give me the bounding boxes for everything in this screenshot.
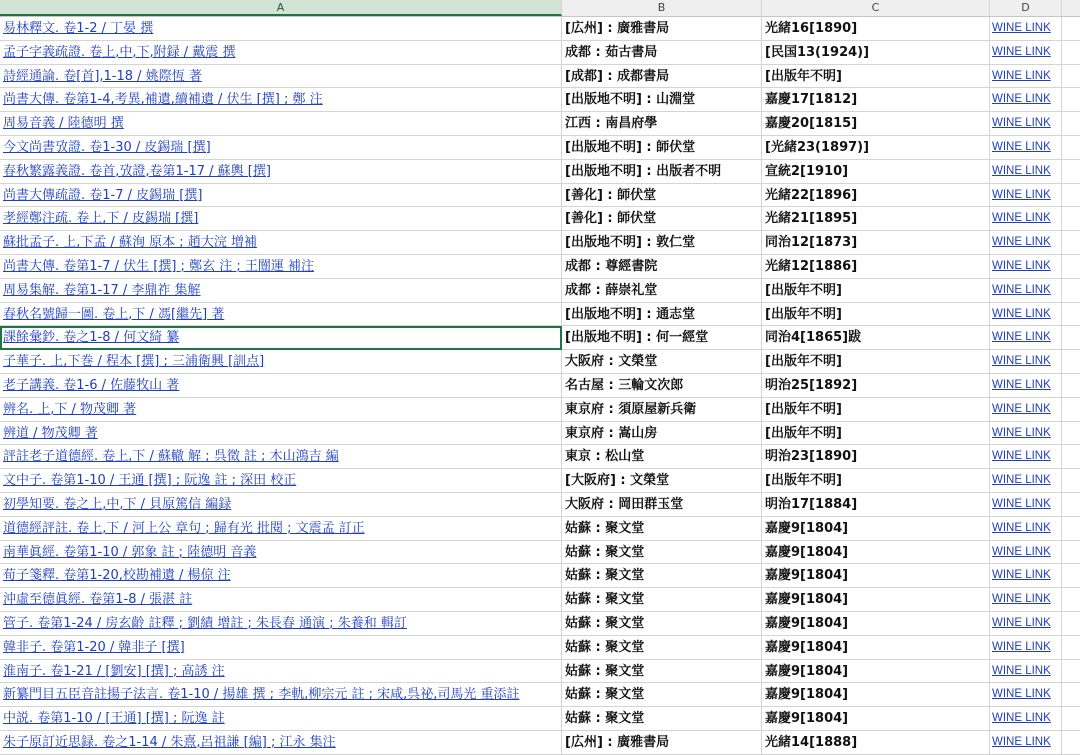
publisher-cell[interactable]: [善化] : 師伏堂 — [562, 184, 762, 208]
date-cell[interactable]: 嘉慶9[1804] — [762, 612, 990, 636]
title-link-cell[interactable]: 春秋名號歸一圖. 卷上,下 / 馮[繼先] 著 — [0, 303, 562, 327]
publisher-cell[interactable]: 成都 : 薛崇礼堂 — [562, 279, 762, 303]
title-link-cell[interactable]: 尚書大傳疏證. 卷1-7 / 皮錫瑞 [撰] — [0, 184, 562, 208]
wine-link-cell[interactable]: WINE LINK — [990, 564, 1062, 588]
table-row — [0, 374, 1080, 398]
title-link-cell[interactable]: 南華眞經. 卷第1-10 / 郭象 註 ; 陸德明 音義 — [0, 541, 562, 565]
cell-grid — [0, 17, 1080, 755]
empty-cell[interactable] — [1062, 469, 1080, 493]
publisher-cell[interactable]: [出版地不明] : 師伏堂 — [562, 136, 762, 160]
title-link-cell[interactable]: 周易音義 / 陸德明 撰 — [0, 112, 562, 136]
empty-cell[interactable] — [1062, 636, 1080, 660]
table-row — [0, 612, 1080, 636]
date-cell[interactable]: 光緒21[1895] — [762, 207, 990, 231]
wine-link-cell[interactable]: WINE LINK — [990, 65, 1062, 89]
title-link-cell[interactable]: 中説. 卷第1-10 / [王通] [撰] ; 阮逸 註 — [0, 707, 562, 731]
table-row — [0, 41, 1080, 65]
title-link-cell[interactable]: 周易集解. 卷第1-17 / 李鼎祚 集解 — [0, 279, 562, 303]
date-cell[interactable]: [出版年不明] — [762, 398, 990, 422]
table-row — [0, 445, 1080, 469]
title-link-cell[interactable]: 孟子字義疏證. 卷上,中,下,附録 / 戴震 撰 — [0, 41, 562, 65]
date-cell[interactable]: 嘉慶9[1804] — [762, 588, 990, 612]
wine-link-cell[interactable]: WINE LINK — [990, 88, 1062, 112]
table-row — [0, 184, 1080, 208]
table-row — [0, 88, 1080, 112]
title-link-cell[interactable]: 課餘彙鈔. 卷之1-8 / 何文綺 纂 — [0, 326, 562, 350]
wine-link-cell[interactable]: WINE LINK — [990, 612, 1062, 636]
table-row — [0, 65, 1080, 89]
table-row — [0, 541, 1080, 565]
wine-link-cell[interactable]: WINE LINK — [990, 493, 1062, 517]
empty-cell[interactable] — [1062, 231, 1080, 255]
wine-link-cell[interactable]: WINE LINK — [990, 731, 1062, 755]
publisher-cell[interactable]: 姑蘇 : 聚文堂 — [562, 636, 762, 660]
title-link-cell[interactable]: 沖虛至德眞經. 卷第1-8 / 張湛 註 — [0, 588, 562, 612]
table-row — [0, 517, 1080, 541]
publisher-cell[interactable]: [成都] : 成都書局 — [562, 65, 762, 89]
publisher-cell[interactable]: 姑蘇 : 聚文堂 — [562, 707, 762, 731]
title-link-cell[interactable]: 辨道 / 物茂卿 著 — [0, 422, 562, 446]
publisher-cell[interactable]: 大阪府 : 文榮堂 — [562, 350, 762, 374]
wine-link-cell[interactable]: WINE LINK — [990, 588, 1062, 612]
date-cell[interactable]: [出版年不明] — [762, 303, 990, 327]
publisher-cell[interactable]: [出版地不明] : 出版者不明 — [562, 160, 762, 184]
wine-link-cell[interactable]: WINE LINK — [990, 707, 1062, 731]
title-link-cell[interactable]: 詩經通論. 卷[首],1-18 / 姚際恆 著 — [0, 65, 562, 89]
publisher-cell[interactable]: 東京府 : 須原屋新兵衛 — [562, 398, 762, 422]
wine-link-cell[interactable]: WINE LINK — [990, 207, 1062, 231]
table-row — [0, 303, 1080, 327]
empty-cell[interactable] — [1062, 660, 1080, 684]
title-link-cell[interactable]: 管子. 卷第1-24 / 房玄齡 註釋 ; 劉績 增註 ; 朱長春 通演 ; 朱養和 輯訂 — [0, 612, 562, 636]
table-row — [0, 683, 1080, 707]
date-cell[interactable]: 光緒14[1888] — [762, 731, 990, 755]
table-row — [0, 326, 1080, 350]
title-link-cell[interactable]: 今文尚書攷證. 卷1-30 / 皮錫瑞 [撰] — [0, 136, 562, 160]
date-cell[interactable]: 嘉慶20[1815] — [762, 112, 990, 136]
date-cell[interactable]: [出版年不明] — [762, 65, 990, 89]
title-link-cell[interactable]: 子華子. 上,下巻 / 程本 [撰] ; 三浦衛興 [訓点] — [0, 350, 562, 374]
publisher-cell[interactable]: 江西 : 南昌府學 — [562, 112, 762, 136]
date-cell[interactable]: [出版年不明] — [762, 350, 990, 374]
table-row — [0, 350, 1080, 374]
publisher-cell[interactable]: 姑蘇 : 聚文堂 — [562, 683, 762, 707]
publisher-cell[interactable]: [広州] : 廣雅書局 — [562, 731, 762, 755]
date-cell[interactable]: [出版年不明] — [762, 469, 990, 493]
empty-cell[interactable] — [1062, 88, 1080, 112]
empty-cell[interactable] — [1062, 445, 1080, 469]
date-cell[interactable]: 光緒16[1890] — [762, 17, 990, 41]
wine-link-cell[interactable]: WINE LINK — [990, 422, 1062, 446]
empty-cell[interactable] — [1062, 493, 1080, 517]
table-row — [0, 588, 1080, 612]
wine-link-cell[interactable]: WINE LINK — [990, 350, 1062, 374]
publisher-cell[interactable]: 姑蘇 : 聚文堂 — [562, 660, 762, 684]
table-row — [0, 160, 1080, 184]
table-row — [0, 731, 1080, 755]
publisher-cell[interactable]: [出版地不明] : 通志堂 — [562, 303, 762, 327]
date-cell[interactable]: 同治4[1865]跋 — [762, 326, 990, 350]
publisher-cell[interactable]: 姑蘇 : 聚文堂 — [562, 588, 762, 612]
date-cell[interactable]: 嘉慶17[1812] — [762, 88, 990, 112]
title-link-cell[interactable]: 蘇批孟子. 上,下孟 / 蘇洵 原本 ; 趙大浣 增補 — [0, 231, 562, 255]
empty-cell[interactable] — [1062, 374, 1080, 398]
column-header-d[interactable]: D — [990, 0, 1062, 16]
empty-cell[interactable] — [1062, 136, 1080, 160]
publisher-cell[interactable]: 姑蘇 : 聚文堂 — [562, 517, 762, 541]
empty-cell[interactable] — [1062, 207, 1080, 231]
title-link-cell[interactable]: 朱子原訂近思録. 卷之1-14 / 朱熹,呂祖謙 [編] ; 江永 集注 — [0, 731, 562, 755]
publisher-cell[interactable]: [大阪府] : 文榮堂 — [562, 469, 762, 493]
empty-cell[interactable] — [1062, 731, 1080, 755]
publisher-cell[interactable]: 姑蘇 : 聚文堂 — [562, 564, 762, 588]
publisher-cell[interactable]: [出版地不明] : 山淵堂 — [562, 88, 762, 112]
title-link-cell[interactable]: 孝經鄭注疏. 卷上,下 / 皮錫瑞 [撰] — [0, 207, 562, 231]
wine-link-cell[interactable]: WINE LINK — [990, 541, 1062, 565]
title-link-cell[interactable]: 初學知要. 卷之上,中,下 / 貝原篤信 編録 — [0, 493, 562, 517]
empty-cell[interactable] — [1062, 303, 1080, 327]
table-row — [0, 636, 1080, 660]
date-cell[interactable]: [出版年不明] — [762, 422, 990, 446]
empty-cell[interactable] — [1062, 707, 1080, 731]
empty-cell[interactable] — [1062, 350, 1080, 374]
title-link-cell[interactable]: 荀子箋釋. 卷第1-20,校勘補遺 / 楊倞 注 — [0, 564, 562, 588]
wine-link-cell[interactable]: WINE LINK — [990, 636, 1062, 660]
empty-cell[interactable] — [1062, 422, 1080, 446]
publisher-cell[interactable]: 大阪府 : 岡田群玉堂 — [562, 493, 762, 517]
empty-cell[interactable] — [1062, 564, 1080, 588]
date-cell[interactable]: 嘉慶9[1804] — [762, 707, 990, 731]
date-cell[interactable]: 光緒12[1886] — [762, 255, 990, 279]
title-link-cell[interactable]: 尚書大傳. 卷第1-7 / 伏生 [撰] ; 鄭玄 注 ; 王闓運 補注 — [0, 255, 562, 279]
empty-cell[interactable] — [1062, 541, 1080, 565]
table-row — [0, 707, 1080, 731]
wine-link-cell[interactable]: WINE LINK — [990, 398, 1062, 422]
empty-cell[interactable] — [1062, 160, 1080, 184]
wine-link-cell[interactable]: WINE LINK — [990, 660, 1062, 684]
date-cell[interactable]: 光緒22[1896] — [762, 184, 990, 208]
publisher-cell[interactable]: 成都 : 茹古書局 — [562, 41, 762, 65]
date-cell[interactable]: 宣統2[1910] — [762, 160, 990, 184]
date-cell[interactable]: 同治12[1873] — [762, 231, 990, 255]
table-row — [0, 255, 1080, 279]
empty-cell[interactable] — [1062, 398, 1080, 422]
empty-cell[interactable] — [1062, 255, 1080, 279]
date-cell[interactable]: 嘉慶9[1804] — [762, 660, 990, 684]
date-cell[interactable]: 嘉慶9[1804] — [762, 517, 990, 541]
date-cell[interactable]: 嘉慶9[1804] — [762, 541, 990, 565]
wine-link-cell[interactable]: WINE LINK — [990, 683, 1062, 707]
wine-link-cell[interactable]: WINE LINK — [990, 136, 1062, 160]
publisher-cell[interactable]: 姑蘇 : 聚文堂 — [562, 612, 762, 636]
publisher-cell[interactable]: [出版地不明] : 敦仁堂 — [562, 231, 762, 255]
date-cell[interactable]: 明治17[1884] — [762, 493, 990, 517]
date-cell[interactable]: [民国13(1924)] — [762, 41, 990, 65]
publisher-cell[interactable]: 名古屋 : 三輪文次郎 — [562, 374, 762, 398]
wine-link-cell[interactable]: WINE LINK — [990, 41, 1062, 65]
empty-cell[interactable] — [1062, 612, 1080, 636]
title-link-cell[interactable]: 新纂門目五臣音註揚子法言. 卷1-10 / 揚雄 撰 ; 李軌,柳宗元 註 ; 宋咸,呉祕,司馬光 重添註 — [0, 683, 562, 707]
publisher-cell[interactable]: [広州] : 廣雅書局 — [562, 17, 762, 41]
table-row — [0, 207, 1080, 231]
table-row — [0, 136, 1080, 160]
publisher-cell[interactable]: 東京府 : 嵩山房 — [562, 422, 762, 446]
date-cell[interactable]: 明治23[1890] — [762, 445, 990, 469]
date-cell[interactable]: 嘉慶9[1804] — [762, 636, 990, 660]
title-link-cell[interactable]: 道德經評註. 卷上,下 / 河上公 章句 ; 歸有光 批閱 ; 文震孟 訂正 — [0, 517, 562, 541]
title-link-cell[interactable]: 春秋繁露義證. 卷首,攷證,卷第1-17 / 蘇輿 [撰] — [0, 160, 562, 184]
column-header-c[interactable]: C — [762, 0, 990, 16]
empty-cell[interactable] — [1062, 17, 1080, 41]
table-row — [0, 469, 1080, 493]
publisher-cell[interactable]: 成都 : 尊經書院 — [562, 255, 762, 279]
empty-cell[interactable] — [1062, 65, 1080, 89]
table-row — [0, 564, 1080, 588]
wine-link-cell[interactable]: WINE LINK — [990, 303, 1062, 327]
empty-cell[interactable] — [1062, 41, 1080, 65]
column-header-e[interactable] — [1062, 0, 1080, 16]
table-row — [0, 398, 1080, 422]
title-link-cell[interactable]: 文中子. 卷第1-10 / 王通 [撰] ; 阮逸 註 ; 深田 校正 — [0, 469, 562, 493]
wine-link-cell[interactable]: WINE LINK — [990, 255, 1062, 279]
date-cell[interactable]: [出版年不明] — [762, 279, 990, 303]
wine-link-cell[interactable]: WINE LINK — [990, 469, 1062, 493]
publisher-cell[interactable]: 東京 : 松山堂 — [562, 445, 762, 469]
wine-link-cell[interactable]: WINE LINK — [990, 517, 1062, 541]
wine-link-cell[interactable]: WINE LINK — [990, 17, 1062, 41]
title-link-cell[interactable]: 辨名. 上,下 / 物茂卿 著 — [0, 398, 562, 422]
wine-link-cell[interactable]: WINE LINK — [990, 279, 1062, 303]
empty-cell[interactable] — [1062, 588, 1080, 612]
date-cell[interactable]: 嘉慶9[1804] — [762, 683, 990, 707]
table-row — [0, 17, 1080, 41]
wine-link-cell[interactable]: WINE LINK — [990, 112, 1062, 136]
table-row — [0, 279, 1080, 303]
table-row — [0, 422, 1080, 446]
column-header-a[interactable]: A — [0, 0, 562, 16]
title-link-cell[interactable]: 易林釋文. 卷1-2 / 丁晏 撰 — [0, 17, 562, 41]
publisher-cell[interactable]: [出版地不明] : 何一經堂 — [562, 326, 762, 350]
publisher-cell[interactable]: 姑蘇 : 聚文堂 — [562, 541, 762, 565]
title-link-cell[interactable]: 淮南子. 卷1-21 / [劉安] [撰] ; 高誘 注 — [0, 660, 562, 684]
wine-link-cell[interactable]: WINE LINK — [990, 326, 1062, 350]
column-header-bar — [0, 0, 1080, 17]
empty-cell[interactable] — [1062, 683, 1080, 707]
date-cell[interactable]: 嘉慶9[1804] — [762, 564, 990, 588]
title-link-cell[interactable]: 尚書大傳. 卷第1-4,考異,補遺,續補遺 / 伏生 [撰] ; 鄭 注 — [0, 88, 562, 112]
title-link-cell[interactable]: 評註老子道德經. 卷上,下 / 蘇轍 解 ; 呉徵 註 ; 木山鴻吉 編 — [0, 445, 562, 469]
title-link-cell[interactable]: 老子講義. 卷1-6 / 佐藤牧山 著 — [0, 374, 562, 398]
table-row — [0, 112, 1080, 136]
wine-link-cell[interactable]: WINE LINK — [990, 184, 1062, 208]
empty-cell[interactable] — [1062, 326, 1080, 350]
wine-link-cell[interactable]: WINE LINK — [990, 231, 1062, 255]
wine-link-cell[interactable]: WINE LINK — [990, 374, 1062, 398]
wine-link-cell[interactable]: WINE LINK — [990, 445, 1062, 469]
empty-cell[interactable] — [1062, 112, 1080, 136]
publisher-cell[interactable]: [善化] : 師伏堂 — [562, 207, 762, 231]
table-row — [0, 231, 1080, 255]
table-row — [0, 493, 1080, 517]
table-row — [0, 660, 1080, 684]
empty-cell[interactable] — [1062, 517, 1080, 541]
date-cell[interactable]: [光緒23(1897)] — [762, 136, 990, 160]
empty-cell[interactable] — [1062, 184, 1080, 208]
wine-link-cell[interactable]: WINE LINK — [990, 160, 1062, 184]
date-cell[interactable]: 明治25[1892] — [762, 374, 990, 398]
empty-cell[interactable] — [1062, 279, 1080, 303]
title-link-cell[interactable]: 韓非子. 卷第1-20 / 韓非子 [撰] — [0, 636, 562, 660]
column-header-b[interactable]: B — [562, 0, 762, 16]
